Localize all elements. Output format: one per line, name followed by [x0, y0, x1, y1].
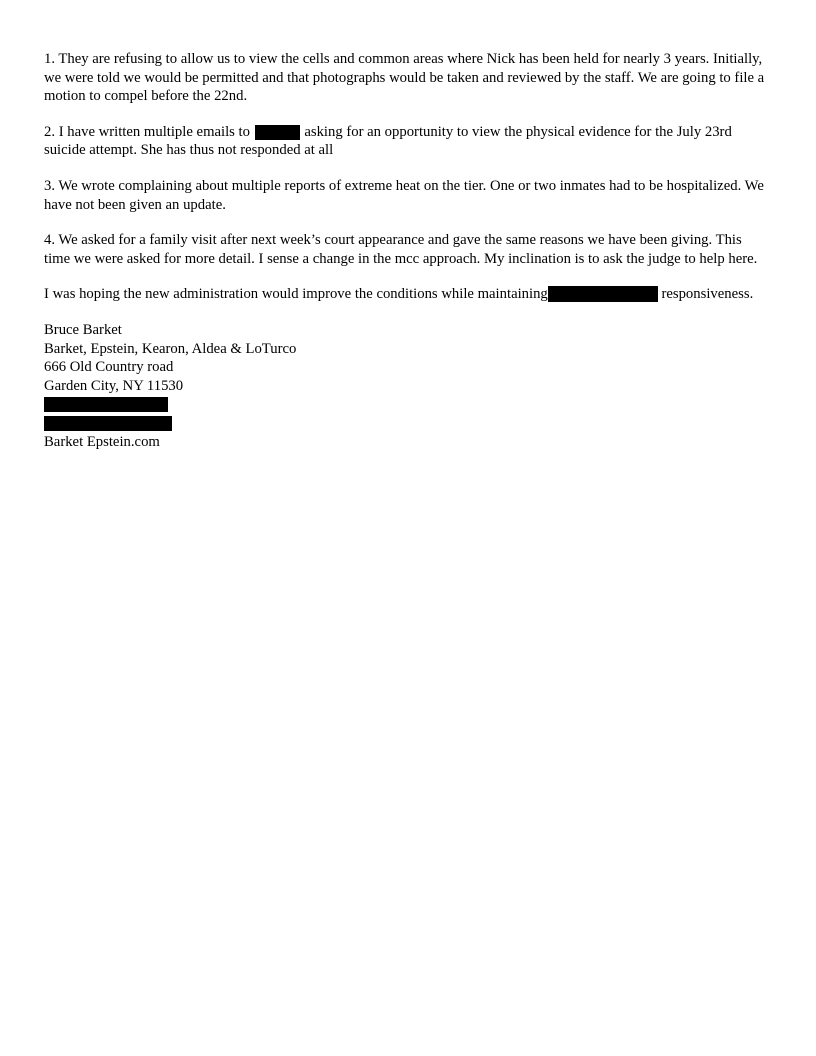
paragraph-2-text-after: asking for an opportunity to view the physical evidence for the July 23rd suicide attempt. She has thus not responded at all [44, 123, 732, 159]
signature-block [44, 321, 771, 451]
paragraph-1 [44, 50, 771, 106]
redaction-bar-name [255, 125, 300, 140]
redaction-bar-contact-1 [44, 397, 168, 412]
paragraph-1-text: 1. They are refusing to allow us to view the cells and common areas where Nick has been held for nearly 3 years. Initially, we were told we would be permitted and that photographs would be taken and reviewed by the staff. We are going to file a motion to compel before the 22nd. [44, 51, 765, 105]
paragraph-3-text: 3. We wrote complaining about multiple reports of extreme heat on the tier. One or two inmates had to be hospitalized. We have not been given an update. [44, 177, 764, 213]
signature-city: Garden City, NY 11530 [44, 377, 184, 394]
redaction-bar-inline [548, 286, 658, 302]
signature-redacted-line-1 [44, 395, 771, 414]
paragraph-5-text-after: responsiveness. [657, 286, 754, 303]
signature-redacted-line-2 [44, 414, 771, 433]
paragraph-5 [44, 285, 771, 304]
signature-street: 666 Old Country road [44, 359, 174, 376]
paragraph-3 [44, 177, 771, 214]
signature-name: Bruce Barket [44, 321, 122, 338]
signature-firm: Barket, Epstein, Kearon, Aldea & LoTurco [44, 340, 297, 357]
paragraph-5-text-before: I was hoping the new administration would improve the conditions while maintaining [44, 286, 548, 303]
signature-website: Barket Epstein.com [44, 433, 160, 450]
paragraph-4-text: 4. We asked for a family visit after next week’s court appearance and gave the same reasons we have been giving. This time we were asked for more detail. I sense a change in the mcc approach. My inclination is to ask the judge to help here. [44, 232, 758, 267]
paragraph-2-text-before: 2. I have written multiple emails to [44, 123, 254, 140]
letter-body [44, 50, 771, 451]
redaction-bar-contact-2 [44, 416, 172, 431]
paragraph-2 [44, 123, 771, 160]
paragraph-4 [44, 231, 771, 268]
